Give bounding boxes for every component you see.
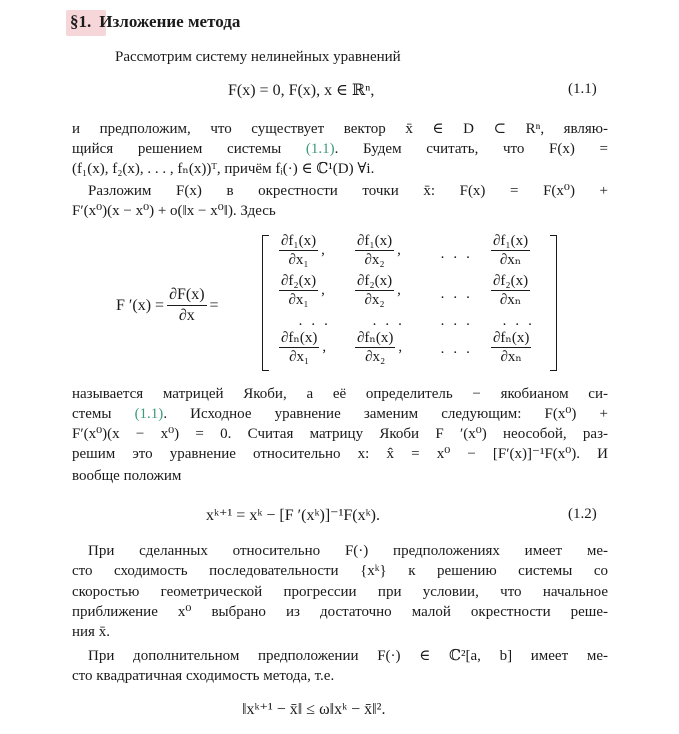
matrix-separator: , — [322, 339, 327, 355]
matrix-cell — [276, 233, 325, 268]
matrix-vdots-col-1: · · · — [298, 317, 331, 333]
p4-line-5: вообще положим — [72, 468, 182, 484]
partial-derivative-fraction — [355, 330, 395, 365]
section-number: §1. — [70, 12, 92, 31]
p4-line-2-end: . Исходное уравнение заменим следующим: F(x⁰) + — [163, 406, 608, 422]
fraction-numerator: ∂F(x) — [167, 286, 206, 306]
fraction-numerator: ∂f₂(x) — [281, 273, 317, 289]
partial-derivative-fraction — [279, 273, 318, 308]
p5-line-3: скоростью геометрической прогрессии при условии, что начальное — [72, 584, 608, 600]
fraction-denominator: ∂x₁ — [288, 292, 309, 308]
fraction-denominator: ∂x₁ — [288, 252, 309, 268]
p4-line-2 — [72, 404, 608, 424]
jacobian-equals: = — [209, 296, 219, 314]
matrix-hdots-row-1: · · · — [440, 250, 473, 266]
fraction-denominator: ∂x₂ — [364, 252, 385, 268]
equation-1-1: F(x) = 0, F(x), x ∈ ℝⁿ, — [228, 82, 375, 99]
p5-line-2: сто сходимость последовательности {xᵏ} к решению системы со — [72, 563, 608, 579]
matrix-cell — [352, 330, 402, 365]
matrix-cell — [352, 273, 401, 308]
matrix-cell — [488, 233, 533, 268]
matrix-right-bracket — [550, 235, 557, 371]
matrix-separator: , — [398, 339, 403, 355]
fraction-numerator: ∂fₙ(x) — [281, 330, 318, 346]
section-title: Изложение метода — [99, 12, 241, 31]
matrix-hdots-row-2: · · · — [440, 290, 473, 306]
matrix-separator: , — [397, 242, 401, 258]
p2-line-2-start: щийся решением системы — [72, 141, 306, 157]
p2-line-2-end: . Будем считать, что F(x) = — [334, 141, 608, 157]
p3-line-1: Разложим F(x) в окрестности точки x̄: F(x) = F(x⁰) + — [88, 183, 608, 199]
matrix-hdots-row-3: · · · — [440, 345, 473, 361]
partial-derivative-fraction — [279, 330, 319, 365]
equation-ref-link[interactable]: (1.1) — [305, 141, 335, 157]
fraction-numerator: ∂fₙ(x) — [493, 330, 530, 346]
p2-line-3: (f₁(x), f₂(x), . . . , fₙ(x))ᵀ, причём fᵢ(·) ∈ ℂ¹(D) ∀i. — [72, 161, 375, 177]
matrix-separator: , — [397, 282, 401, 298]
matrix-vdots-col-4: · · · — [502, 317, 535, 333]
partial-derivative-fraction — [355, 273, 394, 308]
fraction-numerator: ∂f₁(x) — [493, 233, 529, 249]
partial-derivative-fraction — [491, 330, 531, 365]
matrix-cell — [488, 273, 533, 308]
p6-line-2: сто квадратичная сходимость метода, т.е. — [72, 668, 335, 684]
p2-line-2 — [72, 139, 608, 159]
p4-line-3: F′(x⁰)(x − x⁰) = 0. Считая матрицу Якоби F ′(x⁰) неособой, раз- — [72, 426, 608, 442]
p5-line-5: ния x̄. — [72, 624, 110, 640]
paragraph-intro: Рассмотрим систему нелинейных уравнений — [115, 49, 401, 65]
equation-number-1-2: (1.2) — [568, 506, 597, 522]
p4-line-1: называется матрицей Якоби, а её определитель − якобианом си- — [72, 386, 608, 402]
p4-line-2-start: стемы — [72, 406, 135, 422]
fraction-denominator: ∂x₂ — [365, 349, 386, 365]
fraction-numerator: ∂f₁(x) — [281, 233, 317, 249]
matrix-cell — [276, 273, 325, 308]
fraction-denominator: ∂xₙ — [499, 292, 522, 308]
equation-number-1-1: (1.1) — [568, 81, 597, 97]
p4-line-4: решим это уравнение относительно x: x̂ = x⁰ − [F′(x)]⁻¹F(x⁰). И — [72, 446, 608, 462]
fraction-numerator: ∂f₂(x) — [357, 273, 393, 289]
p6-line-1: При дополнительном предположении F(·) ∈ ℂ²[a, b] имеет ме- — [88, 648, 608, 664]
p2-line-1: и предположим, что существует вектор x̄ ∈ D ⊂ Rⁿ, являю- — [72, 121, 608, 137]
jacobian-lhs — [116, 286, 219, 325]
fraction-denominator: ∂x₂ — [364, 292, 385, 308]
fraction-denominator: ∂xₙ — [500, 349, 522, 365]
matrix-cell — [276, 330, 326, 365]
partial-derivative-fraction — [491, 273, 530, 308]
matrix-vdots-col-2: · · · — [372, 317, 405, 333]
equation-ref-link[interactable]: (1.1) — [134, 406, 164, 422]
fraction-denominator: ∂xₙ — [499, 252, 522, 268]
p5-line-1: При сделанных относительно F(·) предположениях имеет ме- — [88, 543, 608, 559]
partial-derivative-fraction — [279, 233, 318, 268]
equation-convergence: ‖xᵏ⁺¹ − x̄‖ ≤ ω‖xᵏ − x̄‖². — [242, 701, 386, 718]
matrix-left-bracket — [262, 235, 269, 371]
equation-1-2: xᵏ⁺¹ = xᵏ − [F ′(xᵏ)]⁻¹F(xᵏ). — [206, 507, 380, 524]
fraction-denominator: ∂x — [178, 307, 195, 324]
p3-line-2: F′(x⁰)(x − x⁰) + o(‖x − x⁰‖). Здесь — [72, 203, 276, 219]
matrix-cell — [488, 330, 534, 365]
p5-line-4: приближение x⁰ выбрано из достаточно малой окрестности реше- — [72, 604, 608, 620]
fraction-numerator: ∂f₂(x) — [493, 273, 529, 289]
fraction-numerator: ∂f₁(x) — [357, 233, 393, 249]
fraction-denominator: ∂x₁ — [289, 349, 310, 365]
section-heading — [70, 12, 240, 32]
partial-derivative-fraction — [355, 233, 394, 268]
partial-derivative-fraction — [491, 233, 530, 268]
matrix-vdots-col-3: · · · — [440, 317, 473, 333]
matrix-cell — [352, 233, 401, 268]
matrix-separator: , — [321, 282, 325, 298]
jacobian-lhs-label: F ′(x) = — [116, 296, 165, 314]
matrix-separator: , — [321, 242, 325, 258]
jacobian-lhs-fraction — [167, 286, 206, 325]
fraction-numerator: ∂fₙ(x) — [357, 330, 394, 346]
